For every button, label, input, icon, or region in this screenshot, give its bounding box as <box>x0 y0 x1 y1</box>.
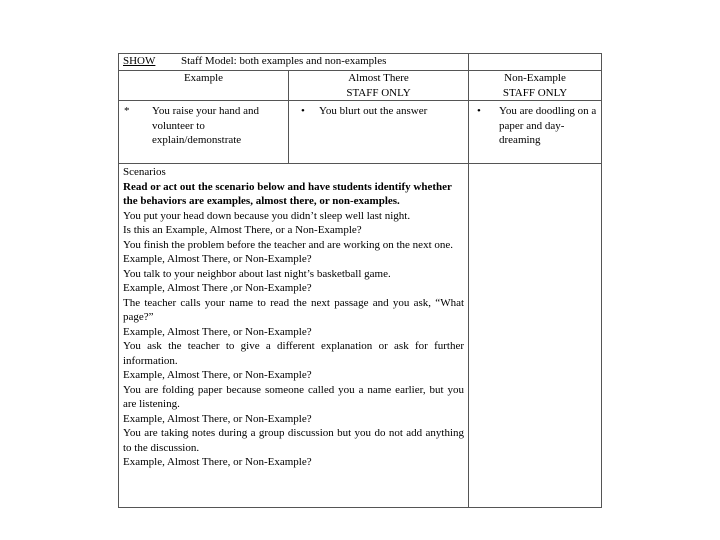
scenario-question: Example, Almost There, or Non-Example? <box>123 369 312 381</box>
scenario-text: You are taking notes during a group discussion but you do not add anything to the discussion. <box>123 427 465 454</box>
title-empty-cell <box>469 54 602 71</box>
scenarios-heading: Scenarios <box>123 166 166 178</box>
scenario-question: Example, Almost There, or Non-Example? <box>123 253 312 265</box>
scenarios-cell <box>119 164 469 508</box>
example-text: You raise your hand and volunteer to explain/demonstrate <box>152 105 260 146</box>
scenario-question: Is this an Example, Almost There, or a Non-Example? <box>123 224 362 236</box>
asterisk-bullet: * <box>124 105 130 117</box>
scenario-question: Example, Almost There, or Non-Example? <box>123 325 312 338</box>
bullet-dot: • <box>301 105 305 117</box>
non-example-text: You are doodling on a paper and day-dreaming <box>499 105 597 146</box>
bullet-dot: • <box>477 105 481 117</box>
scenario-text: You ask the teacher to give a different explanation or ask for further information. <box>123 340 465 367</box>
column-header-example: Example <box>183 72 224 84</box>
column-subheader-almost-there: STAFF ONLY <box>346 86 411 99</box>
non-example-cell <box>469 101 602 164</box>
scenario-item <box>123 426 464 470</box>
example-cell <box>119 101 289 164</box>
almost-there-text: You blurt out the answer <box>319 105 428 117</box>
scenario-question: Example, Almost There ,or Non-Example? <box>123 282 312 294</box>
scenario-text: You put your head down because you didn’t sleep well last night. <box>123 209 411 222</box>
title-cell <box>119 54 469 71</box>
column-subheader-non-example: STAFF ONLY <box>502 86 568 99</box>
scenarios-instructions: Read or act out the scenario below and have students identify whether the behaviors are examples, almost there, or non-examples. <box>123 180 452 207</box>
scenario-question: Example, Almost There, or Non-Example? <box>123 412 312 425</box>
header-example <box>119 71 289 101</box>
scenario-item <box>123 209 464 238</box>
scenarios-empty-cell <box>469 164 602 508</box>
scenario-item <box>123 238 464 267</box>
column-header-almost-there: Almost There <box>348 72 409 84</box>
scenario-text: You are folding paper because someone called you a name earlier, but you are listening. <box>123 383 465 410</box>
almost-there-cell <box>289 101 469 164</box>
scenario-item <box>123 296 464 340</box>
scenario-item <box>123 339 464 383</box>
scenario-question: Example, Almost There, or Non-Example? <box>123 456 312 468</box>
staff-model-table <box>118 53 602 508</box>
header-non-example <box>469 71 602 101</box>
show-label: SHOW <box>123 55 156 67</box>
document-title: Staff Model: both examples and non-examples <box>181 55 387 67</box>
scenario-text: The teacher calls your name to read the next passage and you ask, “What page?” <box>123 296 465 323</box>
scenario-text: You talk to your neighbor about last night’s basketball game. <box>123 267 391 280</box>
scenario-text: You finish the problem before the teacher and are working on the next one. <box>123 238 454 251</box>
header-almost-there <box>289 71 469 101</box>
scenario-item <box>123 383 464 427</box>
scenario-item <box>123 267 464 296</box>
column-header-non-example: Non-Example <box>504 72 566 84</box>
